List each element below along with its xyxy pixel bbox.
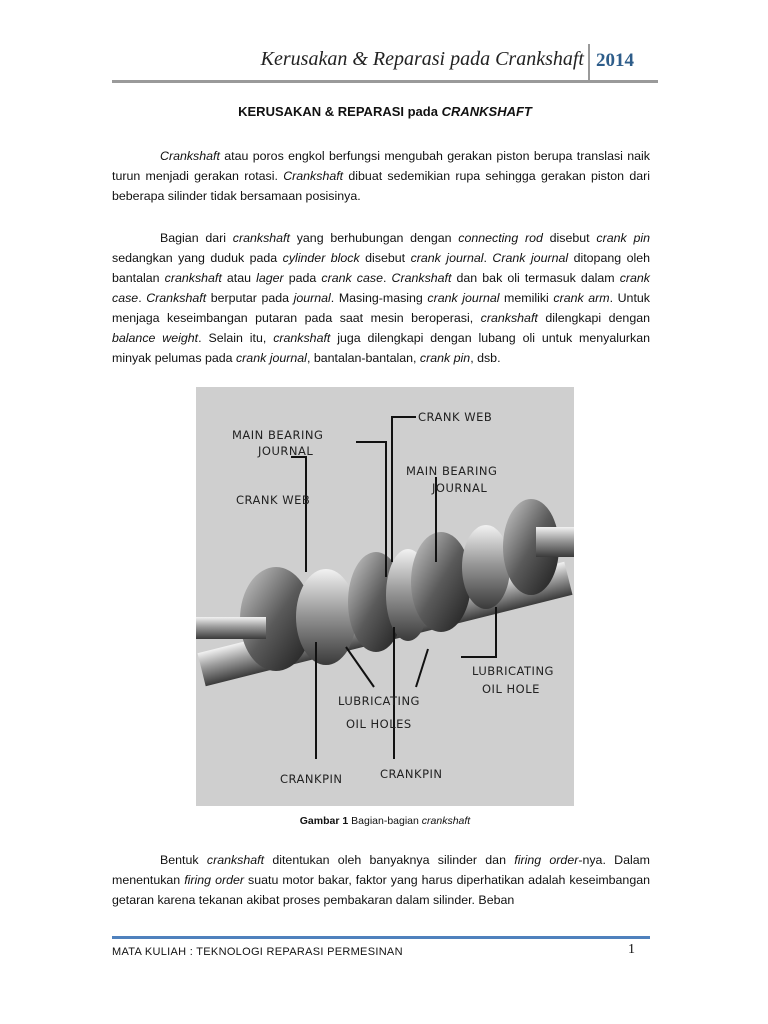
header-separator bbox=[588, 44, 590, 82]
header-rule bbox=[112, 80, 658, 83]
paragraph-2: Bagian dari crankshaft yang berhubungan dengan connecting rod disebut crank pin sedangkan yang duduk pada cylinder block disebut crank journal. Crank journal ditopang oleh bantalan crankshaft atau lager pada crank case. Crankshaft dan bak oli termasuk dalam crank case. Crankshaft berputar pada journal. Masing-masing crank journal memiliki crank arm. Untuk menjaga keseimbangan putaran pada saat mesin beroperasi, crankshaft dilengkapi dengan balance weight. Selain itu, crankshaft juga dilengkapi dengan lubang oli untuk menyalurkan minyak pelumas pada crank journal, bantalan-bantalan, crank pin, dsb. bbox=[112, 231, 651, 365]
page-number: 1 bbox=[628, 942, 635, 957]
footer-course: MATA KULIAH : TEKNOLOGI REPARASI PERMESINAN bbox=[112, 946, 403, 958]
label-crank-web-top: CRANK WEB bbox=[418, 410, 493, 424]
label-lubricating-holes-2: OIL HOLES bbox=[346, 717, 412, 731]
label-main-bearing-left-2: JOURNAL bbox=[258, 444, 314, 458]
paragraph-1: Crankshaft atau poros engkol berfungsi mengubah gerakan piston berupa translasi naik turun menjadi gerakan rotasi. Crankshaft dibuat sedemikian rupa sehingga gerakan piston dari beberapa silinder tidak bersamaan posisinya. bbox=[112, 149, 650, 203]
label-lubricating-hole-2: OIL HOLE bbox=[482, 682, 540, 696]
label-lubricating-hole-1: LUBRICATING bbox=[472, 664, 554, 678]
caption-label: Gambar 1 bbox=[299, 815, 349, 827]
running-header-year: 2014 bbox=[596, 50, 634, 71]
label-lubricating-holes-1: LUBRICATING bbox=[338, 694, 420, 708]
label-crankpin-right: CRANKPIN bbox=[380, 767, 443, 781]
paragraph-3: Bentuk crankshaft ditentukan oleh banyaknya silinder dan firing order-nya. Dalam menentukan firing order suatu motor bakar, faktor yang harus diperhatikan adalah keseimbangan getaran karena tekanan akibat proses pembakaran dalam silinder. Beban bbox=[112, 853, 650, 907]
footer-rule bbox=[112, 936, 650, 939]
title-italic: CRANKSHAFT bbox=[441, 104, 532, 119]
crankshaft-figure bbox=[196, 387, 574, 806]
caption-italic: crankshaft bbox=[421, 815, 471, 827]
document-title bbox=[112, 104, 658, 119]
running-header-title: Kerusakan & Reparasi pada Crankshaft bbox=[260, 48, 584, 70]
title-prefix: KERUSAKAN & REPARASI pada bbox=[238, 104, 442, 119]
crankshaft-illustration bbox=[196, 387, 574, 806]
label-main-bearing-right-2: JOURNAL bbox=[432, 481, 488, 495]
label-main-bearing-right-1: MAIN BEARING bbox=[406, 464, 498, 478]
label-crankpin-left: CRANKPIN bbox=[280, 772, 343, 786]
label-crank-web-left: CRANK WEB bbox=[236, 493, 311, 507]
label-main-bearing-left-1: MAIN BEARING bbox=[232, 428, 324, 442]
figure-caption bbox=[112, 815, 658, 827]
caption-text: Bagian-bagian bbox=[348, 815, 422, 827]
